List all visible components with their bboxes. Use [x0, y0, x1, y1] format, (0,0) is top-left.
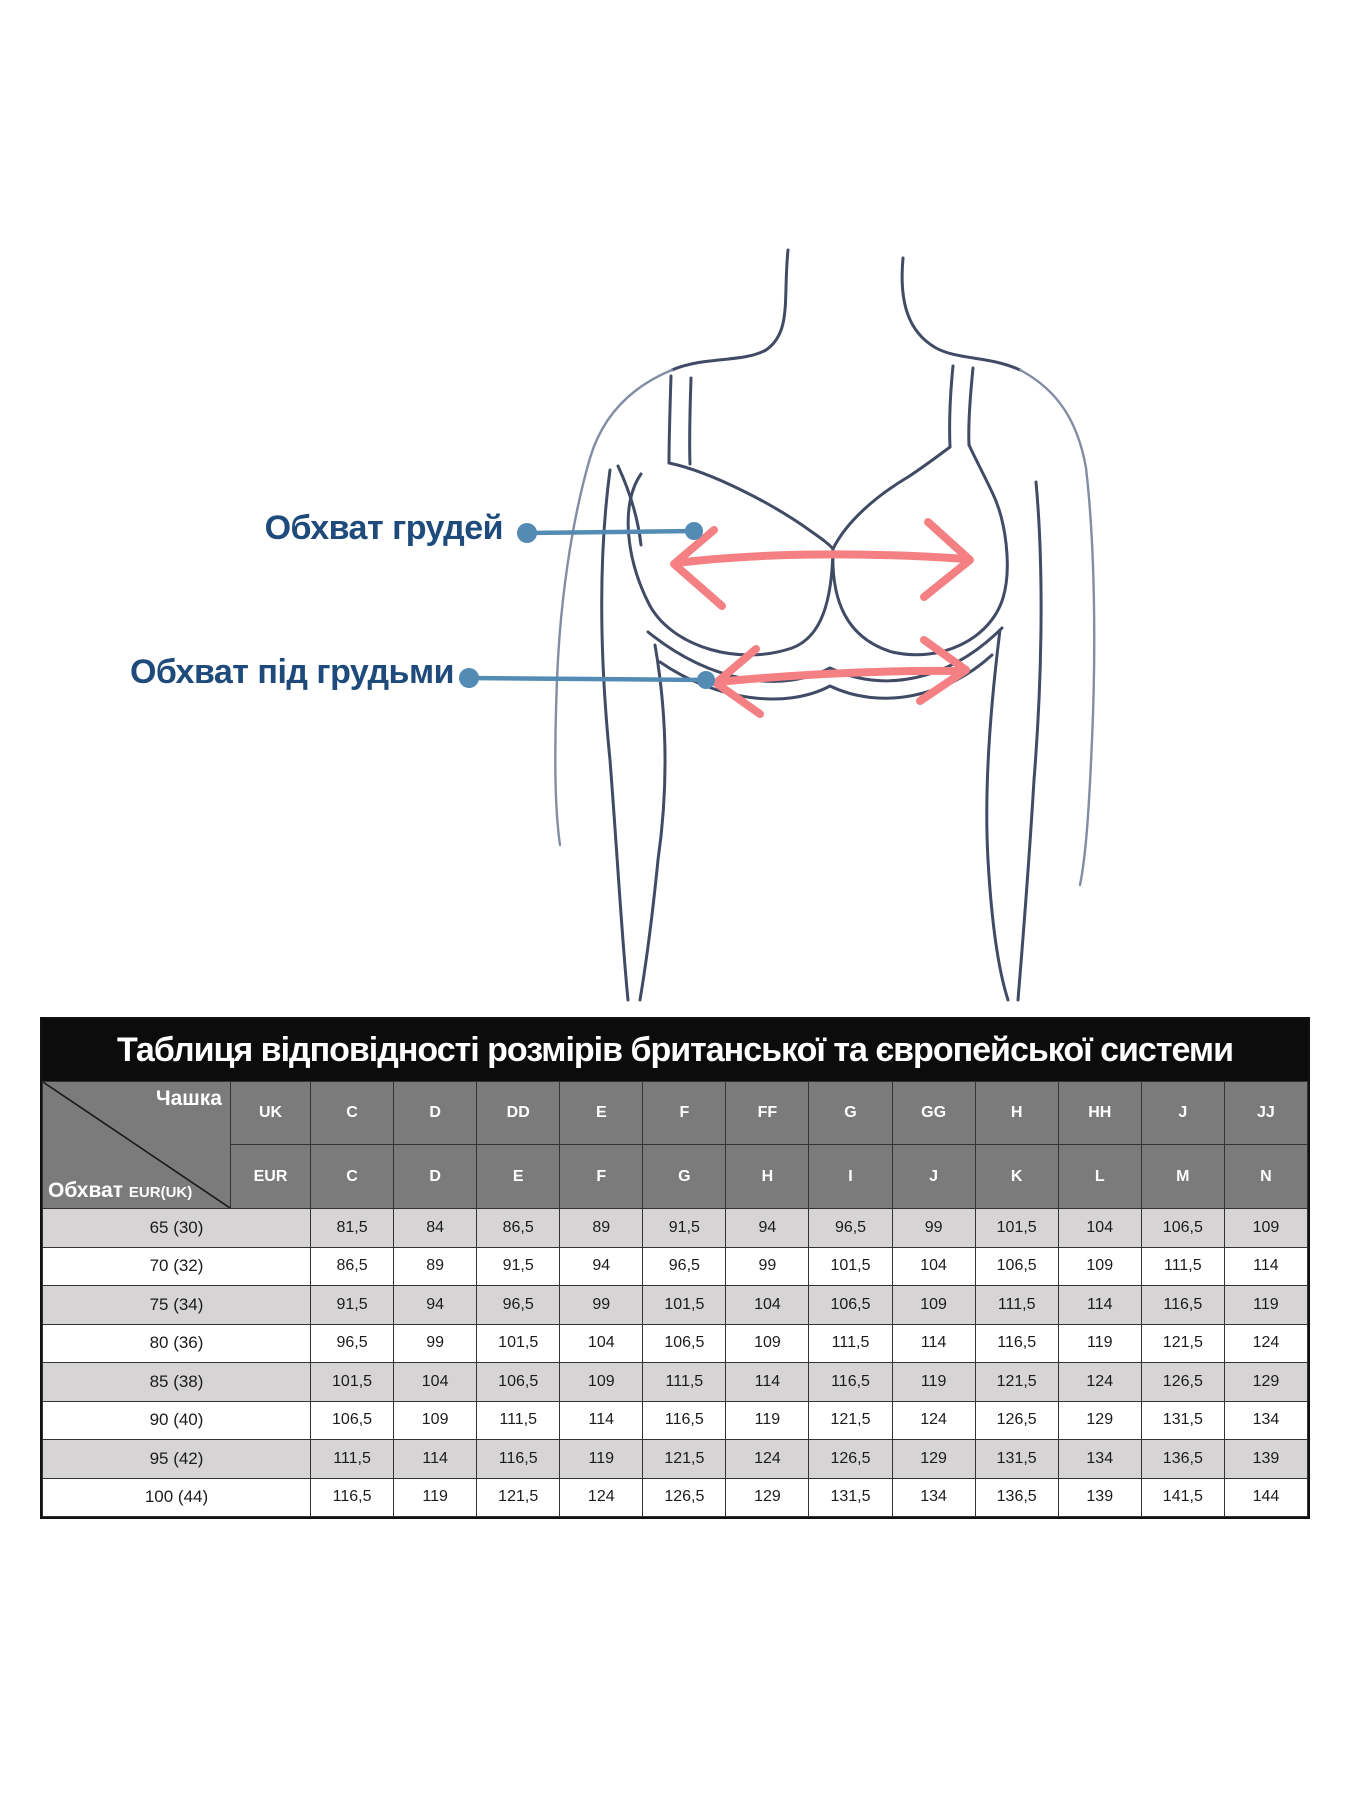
- table-cell: 119: [892, 1363, 975, 1402]
- table-cell: 134: [1224, 1401, 1307, 1440]
- eur-cup-header: D: [394, 1145, 477, 1209]
- eur-cup-header: K: [975, 1145, 1058, 1209]
- uk-cup-header: DD: [477, 1082, 560, 1145]
- eur-cup-header: M: [1141, 1145, 1224, 1209]
- table-title: Таблиця відповідності розмірів британської та європейської системи: [42, 1019, 1308, 1081]
- table-cell: 114: [560, 1401, 643, 1440]
- table-cell: 144: [1224, 1478, 1307, 1517]
- table-cell: 84: [394, 1209, 477, 1248]
- table-cell: 119: [726, 1401, 809, 1440]
- table-cell: 104: [1058, 1209, 1141, 1248]
- eur-cup-header: L: [1058, 1145, 1141, 1209]
- eur-cup-header: I: [809, 1145, 892, 1209]
- table-cell: 124: [1058, 1363, 1141, 1402]
- table-cell: 121,5: [477, 1478, 560, 1517]
- table-cell: 124: [892, 1401, 975, 1440]
- size-table-grid: [42, 1081, 1308, 1517]
- underbust-measure-arrow: [716, 640, 966, 714]
- table-cell: 94: [394, 1286, 477, 1325]
- table-cell: 101,5: [809, 1247, 892, 1286]
- table-cell: 106,5: [809, 1286, 892, 1325]
- table-row: [43, 1363, 1308, 1402]
- uk-cup-header: C: [311, 1082, 394, 1145]
- left-arm-outer-line: [555, 370, 672, 845]
- table-cell: 99: [726, 1247, 809, 1286]
- uk-cup-header: E: [560, 1082, 643, 1145]
- corner-cell: [43, 1082, 231, 1209]
- row-girth-label: 70 (32): [43, 1247, 311, 1286]
- table-cell: 116,5: [477, 1440, 560, 1479]
- table-cell: 101,5: [975, 1209, 1058, 1248]
- table-cell: 111,5: [809, 1324, 892, 1363]
- table-cell: 124: [560, 1478, 643, 1517]
- table-cell: 111,5: [477, 1401, 560, 1440]
- table-cell: 126,5: [975, 1401, 1058, 1440]
- table-row: [43, 1247, 1308, 1286]
- table-cell: 126,5: [643, 1478, 726, 1517]
- table-cell: 111,5: [311, 1440, 394, 1479]
- right-cup-top-edge: [833, 447, 950, 549]
- table-cell: 104: [394, 1363, 477, 1402]
- table-cell: 96,5: [477, 1286, 560, 1325]
- table-cell: 91,5: [311, 1286, 394, 1325]
- neck-right-line: [902, 258, 1020, 370]
- uk-cup-header: FF: [726, 1082, 809, 1145]
- table-cell: 131,5: [975, 1440, 1058, 1479]
- left-arm-inner-line: [602, 470, 628, 1000]
- right-cup-outline: [833, 445, 1007, 655]
- table-cell: 134: [1058, 1440, 1141, 1479]
- table-cell: 114: [1224, 1247, 1307, 1286]
- table-cell: 116,5: [311, 1478, 394, 1517]
- row-girth-label: 65 (30): [43, 1209, 311, 1248]
- left-cup-outline: [628, 474, 833, 655]
- uk-cup-header: JJ: [1224, 1082, 1307, 1145]
- table-cell: 131,5: [809, 1478, 892, 1517]
- table-cell: 101,5: [311, 1363, 394, 1402]
- table-row: [43, 1209, 1308, 1248]
- uk-cup-header: H: [975, 1082, 1058, 1145]
- row-girth-label: 80 (36): [43, 1324, 311, 1363]
- row-girth-label: 100 (44): [43, 1478, 311, 1517]
- table-cell: 114: [726, 1363, 809, 1402]
- uk-cup-header: D: [394, 1082, 477, 1145]
- table-cell: 126,5: [809, 1440, 892, 1479]
- row-girth-label: 75 (34): [43, 1286, 311, 1325]
- table-cell: 109: [1224, 1209, 1307, 1248]
- table-cell: 121,5: [1141, 1324, 1224, 1363]
- row-girth-label: 90 (40): [43, 1401, 311, 1440]
- table-cell: 121,5: [975, 1363, 1058, 1402]
- uk-cup-header: GG: [892, 1082, 975, 1145]
- table-cell: 121,5: [643, 1440, 726, 1479]
- uk-cup-header: G: [809, 1082, 892, 1145]
- table-cell: 109: [394, 1401, 477, 1440]
- eur-cup-header: G: [643, 1145, 726, 1209]
- table-cell: 106,5: [477, 1363, 560, 1402]
- torso-left-line: [640, 645, 665, 1000]
- table-cell: 99: [394, 1324, 477, 1363]
- left-strap-line-2: [690, 378, 691, 464]
- table-cell: 116,5: [809, 1363, 892, 1402]
- table-cell: 121,5: [809, 1401, 892, 1440]
- uk-cup-header: F: [643, 1082, 726, 1145]
- table-cell: 99: [892, 1209, 975, 1248]
- table-cell: 134: [892, 1478, 975, 1517]
- table-cell: 114: [892, 1324, 975, 1363]
- table-cell: 111,5: [643, 1363, 726, 1402]
- table-cell: 104: [560, 1324, 643, 1363]
- eur-system-label: EUR: [231, 1145, 311, 1209]
- table-cell: 104: [726, 1286, 809, 1325]
- bust-measure-arrow: [674, 522, 970, 606]
- row-girth-label: 95 (42): [43, 1440, 311, 1479]
- table-cell: 109: [892, 1286, 975, 1325]
- table-cell: 139: [1058, 1478, 1141, 1517]
- table-cell: 96,5: [311, 1324, 394, 1363]
- table-cell: 129: [1058, 1401, 1141, 1440]
- table-cell: 124: [1224, 1324, 1307, 1363]
- table-row: [43, 1286, 1308, 1325]
- cup-axis-label: Чашка: [155, 1087, 222, 1110]
- table-cell: 114: [394, 1440, 477, 1479]
- torso-right-line: [987, 630, 1008, 1000]
- table-cell: 124: [726, 1440, 809, 1479]
- bust-label: Обхват грудей: [264, 509, 503, 547]
- table-cell: 81,5: [311, 1209, 394, 1248]
- table-cell: 106,5: [975, 1247, 1058, 1286]
- eur-cup-header: C: [311, 1145, 394, 1209]
- table-cell: 109: [726, 1324, 809, 1363]
- eur-cup-header: F: [560, 1145, 643, 1209]
- row-girth-label: 85 (38): [43, 1363, 311, 1402]
- size-table-body: [43, 1209, 1308, 1517]
- table-row: [43, 1440, 1308, 1479]
- table-cell: 116,5: [643, 1401, 726, 1440]
- table-row: [43, 1324, 1308, 1363]
- table-cell: 129: [1224, 1363, 1307, 1402]
- table-cell: 89: [560, 1209, 643, 1248]
- uk-cup-header: J: [1141, 1082, 1224, 1145]
- girth-axis-label: Обхват EUR(UK): [48, 1179, 193, 1202]
- neck-left-line: [672, 250, 788, 370]
- table-cell: 101,5: [477, 1324, 560, 1363]
- eur-cup-header: H: [726, 1145, 809, 1209]
- underbust-label: Обхват під грудьми: [129, 653, 454, 691]
- table-cell: 101,5: [643, 1286, 726, 1325]
- eur-cup-header: E: [477, 1145, 560, 1209]
- table-cell: 106,5: [643, 1324, 726, 1363]
- table-cell: 119: [1058, 1324, 1141, 1363]
- table-cell: 91,5: [477, 1247, 560, 1286]
- table-cell: 86,5: [311, 1247, 394, 1286]
- table-cell: 116,5: [1141, 1286, 1224, 1325]
- table-cell: 136,5: [1141, 1440, 1224, 1479]
- table-cell: 139: [1224, 1440, 1307, 1479]
- table-cell: 89: [394, 1247, 477, 1286]
- table-cell: 91,5: [643, 1209, 726, 1248]
- right-arm-inner-line: [1018, 482, 1041, 1000]
- table-cell: 99: [560, 1286, 643, 1325]
- table-cell: 129: [726, 1478, 809, 1517]
- table-row: [43, 1478, 1308, 1517]
- table-cell: 109: [1058, 1247, 1141, 1286]
- uk-cup-header: HH: [1058, 1082, 1141, 1145]
- eur-cup-header: N: [1224, 1145, 1307, 1209]
- table-cell: 104: [892, 1247, 975, 1286]
- table-cell: 141,5: [1141, 1478, 1224, 1517]
- torso-line-art: [440, 180, 1120, 1020]
- table-row: [43, 1401, 1308, 1440]
- table-cell: 86,5: [477, 1209, 560, 1248]
- table-cell: 94: [726, 1209, 809, 1248]
- table-cell: 111,5: [975, 1286, 1058, 1325]
- right-strap-line-2: [969, 368, 973, 445]
- table-cell: 116,5: [975, 1324, 1058, 1363]
- table-cell: 136,5: [975, 1478, 1058, 1517]
- table-cell: 109: [560, 1363, 643, 1402]
- table-cell: 131,5: [1141, 1401, 1224, 1440]
- table-cell: 106,5: [311, 1401, 394, 1440]
- table-cell: 114: [1058, 1286, 1141, 1325]
- table-cell: 119: [560, 1440, 643, 1479]
- left-strap-line: [669, 376, 671, 463]
- table-cell: 94: [560, 1247, 643, 1286]
- table-cell: 129: [892, 1440, 975, 1479]
- eur-cup-header: J: [892, 1145, 975, 1209]
- table-cell: 106,5: [1141, 1209, 1224, 1248]
- table-cell: 96,5: [809, 1209, 892, 1248]
- table-cell: 96,5: [643, 1247, 726, 1286]
- table-cell: 119: [394, 1478, 477, 1517]
- right-strap-line: [950, 366, 953, 447]
- uk-system-label: UK: [231, 1082, 311, 1145]
- table-cell: 119: [1224, 1286, 1307, 1325]
- table-cell: 111,5: [1141, 1247, 1224, 1286]
- bust-pointer-line: [517, 522, 703, 543]
- size-table: [40, 1017, 1310, 1519]
- table-cell: 126,5: [1141, 1363, 1224, 1402]
